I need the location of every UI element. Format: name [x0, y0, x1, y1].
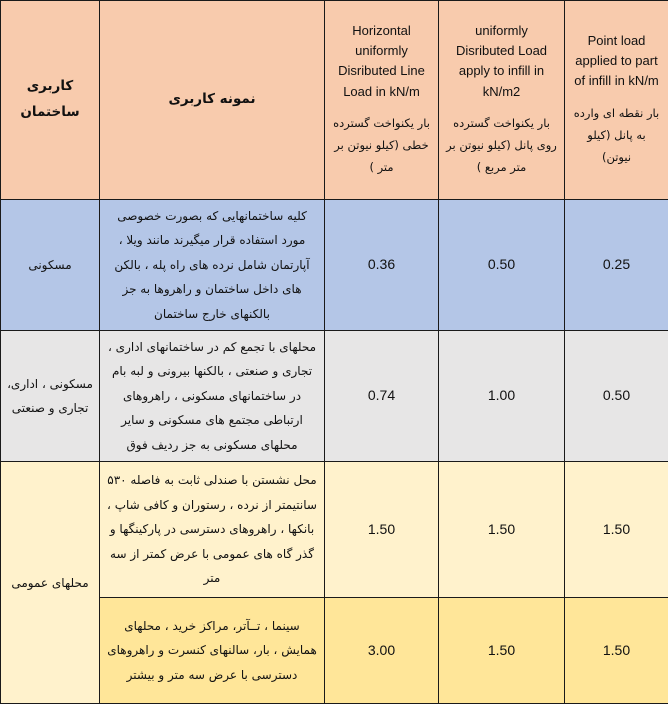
header-horizontal-line-load-en: Horizontal uniformly Disributed Line Load in kN/m [331, 21, 432, 102]
point-load-cell: 1.50 [565, 598, 668, 704]
line-load-cell: 3.00 [325, 598, 439, 704]
infill-load-cell: 1.00 [439, 331, 565, 462]
point-load-cell: 0.25 [565, 200, 668, 331]
usage-cell: محلهای عمومی [1, 462, 100, 704]
example-cell: کلیه ساختمانهایی که بصورت خصوصی مورد استفاده قرار میگیرند مانند ویلا ، آپارتمان شامل نرده های راه پله ، بالکن های داخل ساختمان و راهروها به جز بالکنهای خارج ساختمان [100, 200, 325, 331]
header-row [1, 1, 668, 200]
header-usage-example: نمونه کاربری [100, 1, 325, 200]
table-row [1, 331, 668, 462]
header-distributed-infill-load [439, 1, 565, 200]
header-horizontal-line-load [325, 1, 439, 200]
example-cell: محلهای با تجمع کم در ساختمانهای اداری ، تجاری و صنعتی ، بالکنها بیرونی و لبه بام در ساختمانهای مسکونی ، راهروهای ارتباطی مجتمع های مسکونی و سایر محلهای مسکونی به جز ردیف فوق [100, 331, 325, 462]
line-load-cell: 0.36 [325, 200, 439, 331]
header-distributed-infill-load-fa: بار یکنواخت گسترده روی پانل (کیلو نیوتن بر متر مربع ) [445, 112, 558, 179]
table-row [1, 598, 668, 704]
usage-cell: مسکونی ، اداری، تجاری و صنعتی [1, 331, 100, 462]
header-distributed-infill-load-en: uniformly Disributed Load apply to infill in kN/m2 [445, 21, 558, 102]
example-cell: سینما ، تــآتر، مراکز خرید ، محلهای همایش ، بار، سالنهای کنسرت و راهروهای دسترسی با عرض سه متر و بیشتر [100, 598, 325, 704]
header-building-usage: کاربری ساختمان [1, 1, 100, 200]
infill-load-cell: 0.50 [439, 200, 565, 331]
example-cell: محل نشستن با صندلی ثابت به فاصله ۵۳۰ سانتیمتر از نرده ، رستوران و کافی شاپ ، بانکها ، راهروهای دسترسی در پارکینگها و گذر گاه های عمومی با عرض کمتر از سه متر [100, 462, 325, 598]
line-load-cell: 0.74 [325, 331, 439, 462]
header-horizontal-line-load-fa: بار یکنواخت گسترده خطی (کیلو نیوتن بر متر ) [331, 112, 432, 179]
header-point-load [565, 1, 668, 200]
table-row [1, 200, 668, 331]
point-load-cell: 0.50 [565, 331, 668, 462]
infill-load-cell: 1.50 [439, 598, 565, 704]
point-load-cell: 1.50 [565, 462, 668, 598]
table-row [1, 462, 668, 598]
infill-load-cell: 1.50 [439, 462, 565, 598]
line-load-cell: 1.50 [325, 462, 439, 598]
usage-cell: مسکونی [1, 200, 100, 331]
header-point-load-fa: بار نقطه ای وارده به پانل (کیلو نیوتن) [571, 102, 662, 169]
header-point-load-en: Point load applied to part of infill in kN/m [571, 31, 662, 91]
